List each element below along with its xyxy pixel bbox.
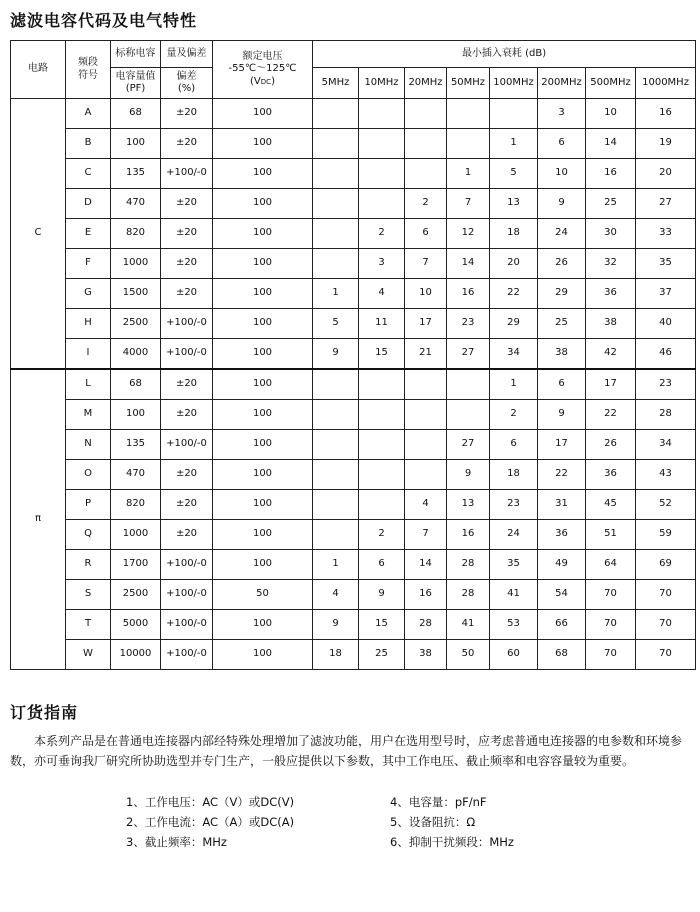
insertion-loss-cell: 70 [586,580,636,610]
band-code-cell: S [66,580,111,610]
insertion-loss-cell: 6 [359,550,405,580]
insertion-loss-cell: 28 [405,610,447,640]
capacitance-cell: 1000 [111,249,161,279]
insertion-loss-cell: 10 [405,279,447,309]
insertion-loss-cell: 1 [313,550,359,580]
insertion-loss-cell: 5 [490,159,538,189]
capacitance-cell: 470 [111,189,161,219]
insertion-loss-cell: 9 [538,400,586,430]
tolerance-cell: +100/-0 [161,640,213,670]
insertion-loss-cell [313,189,359,219]
insertion-loss-cell [359,99,405,129]
insertion-loss-cell: 28 [447,550,490,580]
table-row [11,159,696,189]
insertion-loss-cell: 18 [490,219,538,249]
ordering-paragraph: 本系列产品是在普通电连接器内部经特殊处理增加了滤波功能，用户在选用型号时，应考虑普通电连接器的电参数和环境参数，亦可垂询我厂研究所协助选型并专门生产，一般应提供以下参数，其中工作电压、截止频率和电容容量较为重要。 [10,734,683,768]
capacitance-cell: 2500 [111,580,161,610]
insertion-loss-cell: 4 [405,490,447,520]
insertion-loss-cell: 6 [538,369,586,400]
header-tolerance: 偏差 (%) [161,68,213,99]
insertion-loss-cell: 24 [538,219,586,249]
insertion-loss-cell: 14 [447,249,490,279]
band-code-cell: D [66,189,111,219]
tolerance-cell: ±20 [161,219,213,249]
insertion-loss-cell: 7 [405,249,447,279]
voltage-cell: 100 [213,279,313,309]
insertion-loss-cell: 17 [586,369,636,400]
insertion-loss-cell: 37 [636,279,696,309]
header-insertion-loss: 最小插入衰耗 (dB) [313,41,696,68]
voltage-cell: 100 [213,189,313,219]
table-row [11,460,696,490]
tolerance-cell: +100/-0 [161,309,213,339]
insertion-loss-cell: 38 [538,339,586,370]
insertion-loss-cell [359,430,405,460]
insertion-loss-cell: 10 [538,159,586,189]
insertion-loss-cell: 41 [447,610,490,640]
tolerance-cell: ±20 [161,129,213,159]
header-rated-voltage: 额定电压 -55℃～125℃ (VDC) [213,41,313,99]
insertion-loss-cell: 29 [490,309,538,339]
capacitance-cell: 1700 [111,550,161,580]
header-cap-value: 电容量值 (PF) [111,68,161,99]
insertion-loss-cell [313,369,359,400]
insertion-loss-cell: 7 [405,520,447,550]
insertion-loss-cell: 23 [447,309,490,339]
tolerance-cell: ±20 [161,99,213,129]
insertion-loss-cell: 70 [636,610,696,640]
capacitance-cell: 820 [111,490,161,520]
insertion-loss-cell: 16 [636,99,696,129]
requirement-item: 2、工作电流：AC（A）或DC(A) [126,815,295,829]
insertion-loss-cell: 41 [490,580,538,610]
band-code-cell: E [66,219,111,249]
band-code-cell: L [66,369,111,400]
insertion-loss-cell: 19 [636,129,696,159]
capacitance-cell: 820 [111,219,161,249]
insertion-loss-cell: 1 [447,159,490,189]
insertion-loss-cell: 66 [538,610,586,640]
insertion-loss-cell: 4 [359,279,405,309]
capacitance-cell: 4000 [111,339,161,370]
insertion-loss-cell: 31 [538,490,586,520]
insertion-loss-cell [405,129,447,159]
insertion-loss-cell [359,369,405,400]
band-code-cell: A [66,99,111,129]
voltage-cell: 100 [213,159,313,189]
capacitance-cell: 5000 [111,610,161,640]
requirement-item: 1、工作电压：AC（V）或DC(V) [126,795,295,809]
tolerance-cell: ±20 [161,520,213,550]
insertion-loss-cell: 1 [490,369,538,400]
insertion-loss-cell: 45 [586,490,636,520]
insertion-loss-cell: 17 [405,309,447,339]
voltage-cell: 100 [213,400,313,430]
band-code-cell: P [66,490,111,520]
insertion-loss-cell [359,460,405,490]
insertion-loss-cell: 16 [447,520,490,550]
insertion-loss-cell: 27 [447,430,490,460]
band-code-cell: B [66,129,111,159]
voltage-cell: 100 [213,99,313,129]
insertion-loss-cell: 9 [313,610,359,640]
insertion-loss-cell [313,159,359,189]
table-row [11,580,696,610]
insertion-loss-cell [405,369,447,400]
insertion-loss-cell: 59 [636,520,696,550]
header-frequency: 20MHz [405,68,447,99]
insertion-loss-cell: 2 [359,520,405,550]
insertion-loss-cell [447,129,490,159]
table-row [11,309,696,339]
insertion-loss-cell: 43 [636,460,696,490]
insertion-loss-cell: 49 [538,550,586,580]
requirement-item: 3、截止频率：MHz [126,835,227,849]
voltage-cell: 100 [213,249,313,279]
tolerance-cell: +100/-0 [161,430,213,460]
insertion-loss-cell: 23 [636,369,696,400]
header-frequency: 500MHz [586,68,636,99]
insertion-loss-cell: 22 [586,400,636,430]
insertion-loss-cell: 4 [313,580,359,610]
insertion-loss-cell: 38 [586,309,636,339]
insertion-loss-cell [313,520,359,550]
insertion-loss-cell [313,249,359,279]
capacitance-cell: 68 [111,99,161,129]
header-frequency: 5MHz [313,68,359,99]
insertion-loss-cell [313,460,359,490]
tolerance-cell: ±20 [161,249,213,279]
table-row [11,640,696,670]
insertion-loss-cell: 46 [636,339,696,370]
capacitance-cell: 100 [111,400,161,430]
insertion-loss-cell: 54 [538,580,586,610]
insertion-loss-cell: 17 [538,430,586,460]
insertion-loss-cell: 18 [490,460,538,490]
table-row [11,400,696,430]
capacitance-cell: 135 [111,430,161,460]
insertion-loss-cell: 69 [636,550,696,580]
band-code-cell: W [66,640,111,670]
insertion-loss-cell: 36 [538,520,586,550]
insertion-loss-cell: 11 [359,309,405,339]
insertion-loss-cell: 28 [447,580,490,610]
insertion-loss-cell: 15 [359,339,405,370]
insertion-loss-cell: 27 [636,189,696,219]
insertion-loss-cell: 6 [538,129,586,159]
insertion-loss-cell: 26 [538,249,586,279]
insertion-loss-cell: 30 [586,219,636,249]
insertion-loss-cell: 6 [405,219,447,249]
insertion-loss-cell [313,400,359,430]
insertion-loss-cell: 12 [447,219,490,249]
insertion-loss-cell: 16 [405,580,447,610]
band-code-cell: C [66,159,111,189]
insertion-loss-cell [313,219,359,249]
insertion-loss-cell: 42 [586,339,636,370]
tolerance-cell: ±20 [161,400,213,430]
table-row [11,279,696,309]
table-row [11,369,696,400]
insertion-loss-cell: 50 [447,640,490,670]
insertion-loss-cell: 9 [313,339,359,370]
tolerance-cell: ±20 [161,369,213,400]
voltage-cell: 100 [213,640,313,670]
insertion-loss-cell: 15 [359,610,405,640]
insertion-loss-cell: 14 [405,550,447,580]
tolerance-cell: +100/-0 [161,339,213,370]
insertion-loss-cell: 6 [490,430,538,460]
insertion-loss-cell: 35 [636,249,696,279]
table-row [11,490,696,520]
insertion-loss-cell: 13 [447,490,490,520]
band-code-cell: H [66,309,111,339]
insertion-loss-cell [313,129,359,159]
page-title: 滤波电容代码及电气特性 [10,11,198,30]
table-row [11,219,696,249]
voltage-cell: 100 [213,219,313,249]
table-row [11,430,696,460]
insertion-loss-cell: 3 [359,249,405,279]
voltage-cell: 100 [213,550,313,580]
table-row [11,189,696,219]
insertion-loss-cell: 3 [538,99,586,129]
insertion-loss-cell: 52 [636,490,696,520]
insertion-loss-cell: 64 [586,550,636,580]
circuit-cell: π [11,369,66,670]
insertion-loss-cell: 53 [490,610,538,640]
insertion-loss-cell: 16 [586,159,636,189]
requirement-item: 4、电容量：pF/nF [390,795,487,809]
voltage-cell: 100 [213,339,313,370]
insertion-loss-cell [490,99,538,129]
insertion-loss-cell: 18 [313,640,359,670]
insertion-loss-cell [405,400,447,430]
insertion-loss-cell [359,159,405,189]
insertion-loss-cell: 5 [313,309,359,339]
voltage-cell: 100 [213,129,313,159]
insertion-loss-cell: 1 [313,279,359,309]
capacitance-cell: 1500 [111,279,161,309]
table-row [11,520,696,550]
voltage-cell: 100 [213,460,313,490]
insertion-loss-cell: 33 [636,219,696,249]
insertion-loss-cell: 26 [586,430,636,460]
tolerance-cell: +100/-0 [161,610,213,640]
insertion-loss-cell: 36 [586,460,636,490]
capacitance-cell: 10000 [111,640,161,670]
table-row [11,129,696,159]
band-code-cell: M [66,400,111,430]
insertion-loss-cell: 25 [538,309,586,339]
insertion-loss-cell: 22 [538,460,586,490]
insertion-loss-cell: 34 [636,430,696,460]
requirement-item: 6、抑制干扰频段：MHz [390,835,514,849]
insertion-loss-cell: 25 [586,189,636,219]
insertion-loss-cell: 35 [490,550,538,580]
insertion-loss-cell: 9 [447,460,490,490]
tolerance-cell: +100/-0 [161,159,213,189]
insertion-loss-cell: 14 [586,129,636,159]
insertion-loss-cell: 70 [636,580,696,610]
insertion-loss-cell: 7 [447,189,490,219]
tolerance-cell: +100/-0 [161,580,213,610]
insertion-loss-cell: 51 [586,520,636,550]
insertion-loss-cell: 20 [490,249,538,279]
table-row [11,99,696,129]
insertion-loss-cell: 70 [586,610,636,640]
header-frequency: 10MHz [359,68,405,99]
insertion-loss-cell: 68 [538,640,586,670]
header-tolerance-group: 量及偏差 [161,41,213,68]
insertion-loss-cell: 2 [490,400,538,430]
band-code-cell: O [66,460,111,490]
header-frequency: 50MHz [447,68,490,99]
insertion-loss-cell: 2 [405,189,447,219]
insertion-loss-cell [359,490,405,520]
insertion-loss-cell: 13 [490,189,538,219]
table-row [11,339,696,370]
insertion-loss-cell: 1 [490,129,538,159]
capacitor-spec-table [10,40,696,670]
header-frequency: 100MHz [490,68,538,99]
insertion-loss-cell [405,159,447,189]
header-circuit: 电路 [11,41,66,99]
tolerance-cell: ±20 [161,460,213,490]
header-nominal-cap: 标称电容 [111,41,161,68]
insertion-loss-cell: 28 [636,400,696,430]
tolerance-cell: ±20 [161,279,213,309]
insertion-loss-cell: 23 [490,490,538,520]
insertion-loss-cell [405,99,447,129]
tolerance-cell: ±20 [161,189,213,219]
band-code-cell: I [66,339,111,370]
band-code-cell: F [66,249,111,279]
tolerance-cell: ±20 [161,490,213,520]
header-frequency: 200MHz [538,68,586,99]
band-code-cell: G [66,279,111,309]
insertion-loss-cell [359,189,405,219]
insertion-loss-cell: 27 [447,339,490,370]
insertion-loss-cell: 32 [586,249,636,279]
capacitance-cell: 470 [111,460,161,490]
insertion-loss-cell [359,400,405,430]
insertion-loss-cell: 38 [405,640,447,670]
insertion-loss-cell: 9 [359,580,405,610]
band-code-cell: N [66,430,111,460]
voltage-cell: 100 [213,369,313,400]
capacitance-cell: 100 [111,129,161,159]
insertion-loss-cell [405,430,447,460]
insertion-loss-cell [313,490,359,520]
insertion-loss-cell: 29 [538,279,586,309]
voltage-cell: 100 [213,610,313,640]
capacitance-cell: 135 [111,159,161,189]
voltage-cell: 100 [213,490,313,520]
ordering-guide-title: 订货指南 [10,703,79,722]
insertion-loss-cell: 25 [359,640,405,670]
voltage-cell: 100 [213,520,313,550]
band-code-cell: R [66,550,111,580]
capacitance-cell: 68 [111,369,161,400]
insertion-loss-cell: 34 [490,339,538,370]
insertion-loss-cell [447,400,490,430]
header-band-code: 频段 符号 [66,41,111,99]
table-row [11,550,696,580]
requirement-item: 5、设备阻抗：Ω [390,815,476,829]
insertion-loss-cell: 21 [405,339,447,370]
insertion-loss-cell: 9 [538,189,586,219]
capacitance-cell: 1000 [111,520,161,550]
insertion-loss-cell: 36 [586,279,636,309]
insertion-loss-cell [313,99,359,129]
circuit-cell: C [11,99,66,370]
band-code-cell: Q [66,520,111,550]
insertion-loss-cell [447,369,490,400]
header-frequency: 1000MHz [636,68,696,99]
table-row [11,610,696,640]
insertion-loss-cell [405,460,447,490]
insertion-loss-cell: 70 [636,640,696,670]
insertion-loss-cell: 70 [586,640,636,670]
insertion-loss-cell: 22 [490,279,538,309]
insertion-loss-cell [313,430,359,460]
voltage-cell: 100 [213,430,313,460]
voltage-cell: 100 [213,309,313,339]
insertion-loss-cell: 16 [447,279,490,309]
table-row [11,249,696,279]
insertion-loss-cell: 40 [636,309,696,339]
table-body [11,99,696,670]
insertion-loss-cell: 20 [636,159,696,189]
tolerance-cell: +100/-0 [161,550,213,580]
band-code-cell: T [66,610,111,640]
insertion-loss-cell [447,99,490,129]
insertion-loss-cell: 60 [490,640,538,670]
insertion-loss-cell: 2 [359,219,405,249]
voltage-cell: 50 [213,580,313,610]
capacitance-cell: 2500 [111,309,161,339]
insertion-loss-cell: 24 [490,520,538,550]
insertion-loss-cell [359,129,405,159]
insertion-loss-cell: 10 [586,99,636,129]
